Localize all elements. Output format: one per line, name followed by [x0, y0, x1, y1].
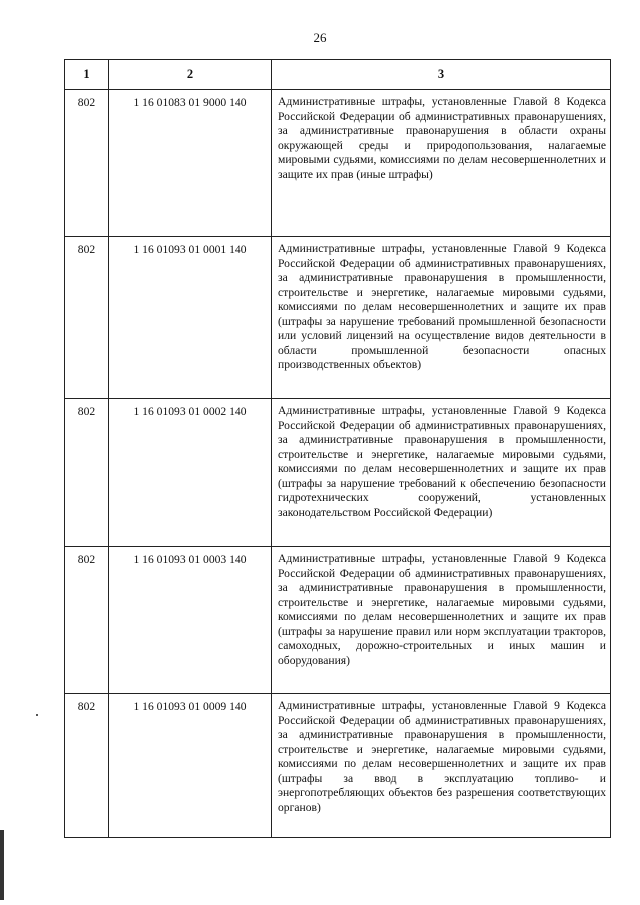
budget-codes-table [64, 59, 611, 838]
administrator-code-cell: 802 [65, 694, 109, 838]
description-cell: Административные штрафы, установленные Главой 9 Кодекса Российской Федерации об административных правонарушениях, за административные правонарушения в промышленности, строительстве и энергетике, налагаемые мировыми судьями, комиссиями по делам несовершеннолетних и защите их прав (штрафы за нарушение требований промышленной безопасности или условий лицензий на осуществление видов деятельности в области промышленной безопасности опасных производственных объектов) [272, 237, 611, 399]
budget-classification-code-cell: 1 16 01093 01 0003 140 [109, 547, 272, 694]
table-body [65, 90, 611, 838]
table-row [65, 237, 611, 399]
scan-edge-mark [0, 830, 4, 900]
column-header-3: 3 [272, 60, 611, 90]
table-row [65, 90, 611, 237]
description-cell: Административные штрафы, установленные Главой 9 Кодекса Российской Федерации об административных правонарушениях, за административные правонарушения в промышленности, строительстве и энергетике, налагаемые мировыми судьями, комиссиями по делам несовершеннолетних и защите их прав (штрафы за нарушение правил или норм эксплуатации тракторов, самоходных, дорожно-строительных и иных машин и оборудования) [272, 547, 611, 694]
administrator-code-cell: 802 [65, 237, 109, 399]
description-cell: Административные штрафы, установленные Главой 9 Кодекса Российской Федерации об административных правонарушениях, за административные правонарушения в промышленности, строительстве и энергетике, налагаемые мировыми судьями, комиссиями по делам несовершеннолетних и защите их прав (штрафы за нарушение требований к обеспечению безопасности гидротехнических сооружений, установленных законодательством Российской Федерации) [272, 399, 611, 547]
administrator-code-cell: 802 [65, 90, 109, 237]
budget-classification-code-cell: 1 16 01093 01 0009 140 [109, 694, 272, 838]
column-header-2: 2 [109, 60, 272, 90]
budget-classification-code-cell: 1 16 01093 01 0001 140 [109, 237, 272, 399]
column-header-1: 1 [65, 60, 109, 90]
table-row [65, 399, 611, 547]
table-header [65, 60, 611, 90]
description-cell: Административные штрафы, установленные Главой 8 Кодекса Российской Федерации об административных правонарушениях, за административные правонарушения в области охраны окружающей среды и природопользования, налагаемые мировыми судьями, комиссиями по делам несовершеннолетних и защите их прав (иные штрафы) [272, 90, 611, 237]
description-cell: Административные штрафы, установленные Главой 9 Кодекса Российской Федерации об административных правонарушениях, за административные правонарушения в промышленности, строительстве и энергетике, налагаемые мировыми судьями, комиссиями по делам несовершеннолетних и защите их прав (штрафы за ввод в эксплуатацию топливо- и энергопотребляющих объектов без разрешения соответствующих органов) [272, 694, 611, 838]
budget-classification-code-cell: 1 16 01093 01 0002 140 [109, 399, 272, 547]
table-row [65, 547, 611, 694]
administrator-code-cell: 802 [65, 399, 109, 547]
page-number: 26 [313, 30, 327, 45]
budget-classification-code-cell: 1 16 01083 01 9000 140 [109, 90, 272, 237]
scan-artifact-dot [36, 714, 38, 716]
header-row [65, 60, 611, 90]
administrator-code-cell: 802 [65, 547, 109, 694]
table-row [65, 694, 611, 838]
